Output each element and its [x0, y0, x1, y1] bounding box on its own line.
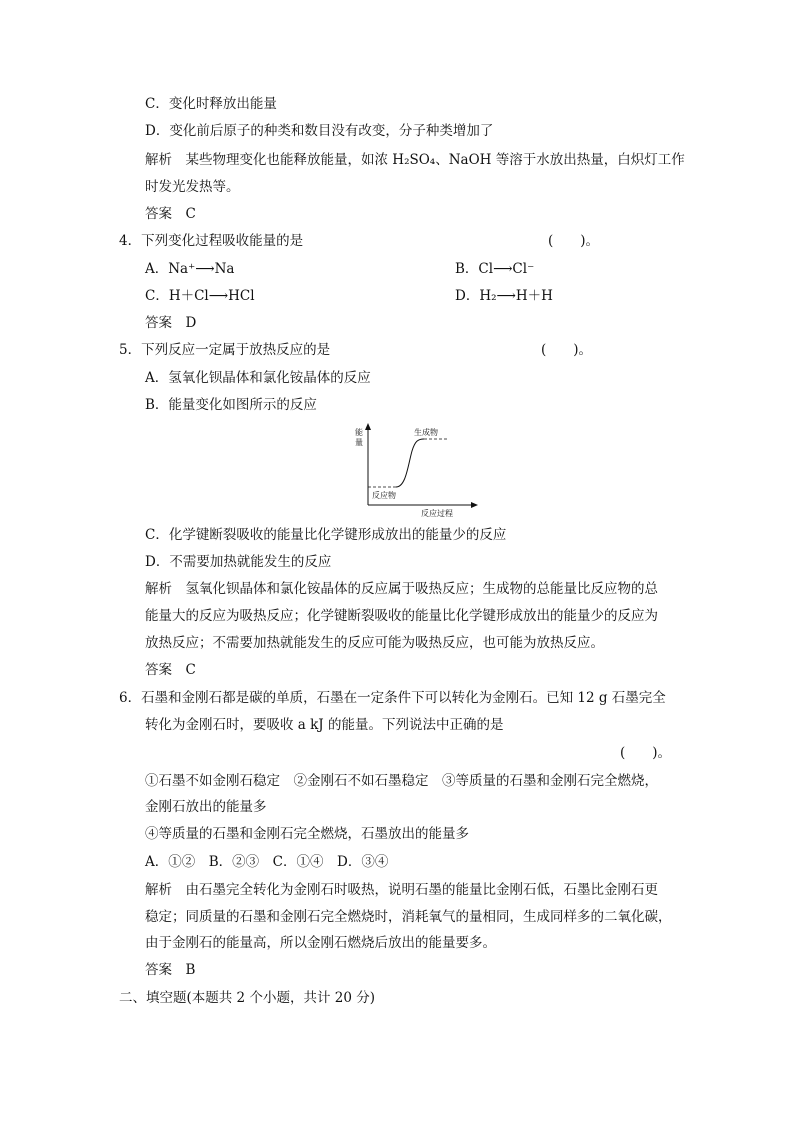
q6-analysis-line: 由于金刚石的能量高，所以金刚石燃烧后放出的能量要多。 — [145, 935, 496, 951]
q3-analysis-line: 时发光发热等。 — [145, 179, 240, 195]
reactant-label: 反应物 — [372, 491, 396, 500]
q3-option-c: C．变化时释放出能量 — [145, 96, 277, 112]
product-label: 生成物 — [414, 428, 438, 437]
y-axis-label-1: 能 — [355, 428, 363, 437]
q6-stem: 6．石墨和金刚石都是碳的单质，石墨在一定条件下可以转化为金刚石。已知 12 g 石墨完全 — [119, 690, 666, 706]
q3-option-d: D．变化前后原子的种类和数目没有改变，分子种类增加了 — [145, 123, 494, 139]
q5-stem: 5．下列反应一定属于放热反应的是 — [119, 342, 331, 358]
q5-answer: 答案 C — [145, 662, 196, 678]
q6-statement: ①石墨不如金刚石稳定 ②金刚石不如石墨稳定 ③等质量的石墨和金刚石完全燃烧， — [145, 773, 658, 789]
q6-statement: ④等质量的石墨和金刚石完全燃烧，石墨放出的能量多 — [145, 826, 469, 842]
q5-option-a: A．氢氧化钡晶体和氯化铵晶体的反应 — [145, 370, 371, 386]
y-axis-label-2: 量 — [355, 438, 363, 447]
q4-stem: 4．下列变化过程吸收能量的是 — [119, 233, 304, 249]
q5-option-c: C．化学键断裂吸收的能量比化学键形成放出的能量少的反应 — [145, 527, 507, 543]
q4-option-d: D．H₂⟶H＋H — [455, 288, 553, 304]
q4-answer: 答案 D — [145, 315, 197, 331]
section-heading: 二、填空题(本题共 2 个小题，共计 20 分) — [119, 990, 375, 1006]
q6-analysis-line: 解析 由石墨完全转化为金刚石时吸热，说明石墨的能量比金刚石低，石墨比金刚石更 — [145, 882, 658, 898]
q6-answer: 答案 B — [145, 962, 196, 978]
q5-answer-paren: ( )。 — [541, 342, 593, 358]
q6-analysis-line: 稳定；同质量的石墨和金刚石完全燃烧时，消耗氧气的量相同，生成同样多的二氧化碳， — [145, 909, 672, 925]
q4-option-b: B．Cl⟶Cl⁻ — [455, 261, 535, 277]
q5-option-b: B．能量变化如图所示的反应 — [145, 397, 317, 413]
q6-statement: 金刚石放出的能量多 — [145, 799, 267, 815]
q4-option-a: A．Na⁺⟶Na — [145, 261, 235, 277]
x-axis-label: 反应过程 — [421, 509, 453, 518]
q5-analysis-line: 解析 氢氧化钡晶体和氯化铵晶体的反应属于吸热反应；生成物的总能量比反应物的总 — [145, 581, 658, 597]
q5-option-d: D．不需要加热就能发生的反应 — [145, 554, 332, 570]
q5-analysis-line: 放热反应；不需要加热就能发生的反应可能为吸热反应，也可能为放热反应。 — [145, 635, 604, 651]
energy-diagram — [348, 423, 478, 518]
q6-stem: 转化为金刚石时，要吸收 a kJ 的能量。下列说法中正确的是 — [145, 717, 504, 733]
q5-analysis-line: 能量大的反应为吸热反应；化学键断裂吸收的能量比化学键形成放出的能量少的反应为 — [145, 608, 658, 624]
q3-analysis-line: 解析 某些物理变化也能释放能量，如浓 H₂SO₄、NaOH 等溶于水放出热量，白炽灯工作 — [145, 152, 685, 168]
q4-answer-paren: ( )。 — [548, 233, 600, 249]
q6-answer-paren: ( )。 — [620, 745, 672, 761]
q4-option-c: C．H＋Cl⟶HCl — [145, 288, 255, 304]
q3-answer: 答案 C — [145, 206, 196, 222]
q6-options: A．①② B．②③ C．①④ D．③④ — [145, 854, 389, 870]
